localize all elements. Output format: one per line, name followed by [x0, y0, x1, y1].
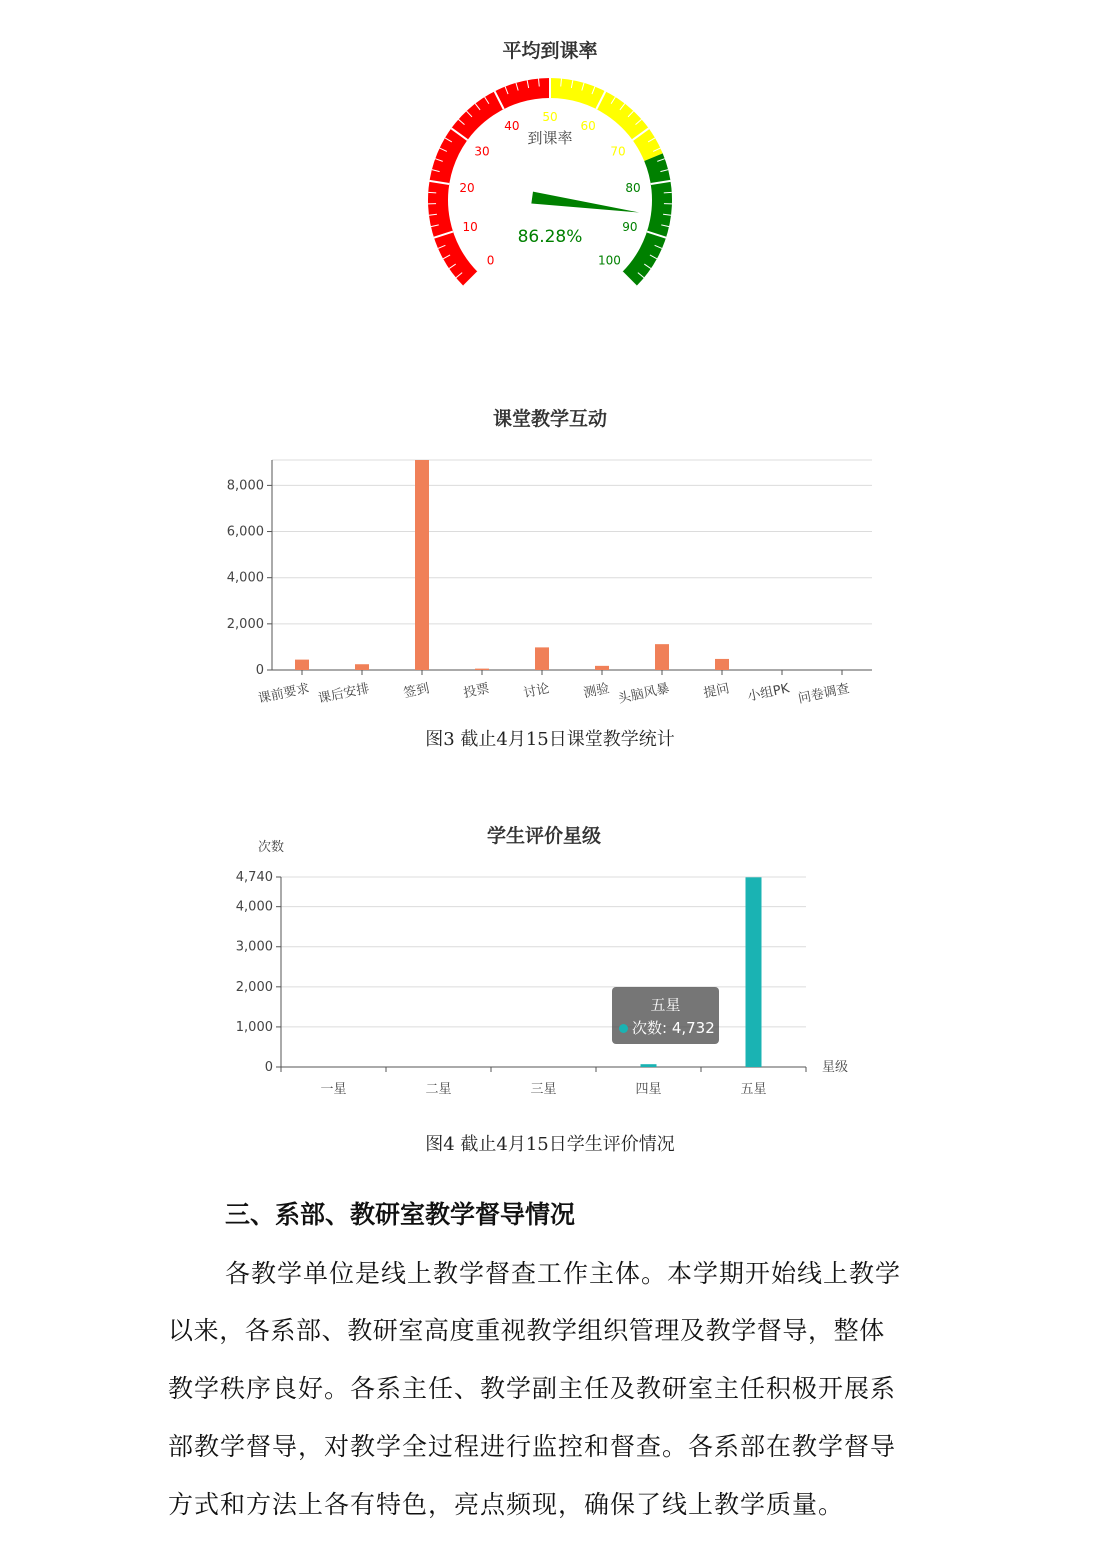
gauge-title: 平均到课率: [502, 40, 598, 62]
x-tick-label: 五星: [740, 1082, 767, 1097]
bar[interactable]: [535, 647, 549, 670]
gauge-chart: [400, 60, 700, 290]
x-tick-label: 一星: [320, 1082, 347, 1097]
gauge-tick-label: 60: [580, 119, 596, 134]
y-tick-label: 0: [255, 663, 264, 678]
x-tick-label: 小组PK: [746, 681, 791, 705]
gauge-tick-label: 0: [486, 253, 495, 268]
y-tick-label: 4,740: [235, 870, 273, 885]
tooltip-series-dot: [619, 1024, 628, 1033]
y-tick-label: 4,000: [226, 570, 264, 586]
gauge-tick-label: 90: [622, 219, 638, 234]
bar[interactable]: [295, 660, 309, 670]
y-tick-label: 3,000: [235, 939, 273, 955]
y-tick-label: 4,000: [235, 899, 273, 915]
bar[interactable]: [655, 644, 669, 670]
y-tick-label: 8,000: [226, 478, 264, 494]
x-tick-label: 二星: [425, 1082, 452, 1097]
chart-tooltip: [612, 987, 719, 1044]
x-axis-title: 星级: [822, 1060, 849, 1075]
gauge-band: [550, 78, 663, 161]
paragraph-line: 各教学单位是线上教学督查工作主体。本学期开始线上教学: [225, 1259, 902, 1288]
gauge-tick-label: 40: [504, 119, 520, 134]
y-axis-title: 次数: [257, 840, 285, 855]
gauge-tick-label: 20: [459, 180, 475, 195]
bar[interactable]: [415, 460, 429, 670]
y-tick-label: 1,000: [235, 1019, 273, 1035]
chart1-title: 课堂教学互动: [492, 408, 607, 430]
tooltip-value: 次数: 4,732: [632, 1019, 715, 1037]
gauge-needle: [531, 192, 639, 213]
bar[interactable]: [595, 666, 609, 670]
bar[interactable]: [715, 659, 729, 670]
figure4-caption: 图4 截止4月15日学生评价情况: [425, 1134, 675, 1155]
gauge-inner-label: 到课率: [527, 129, 573, 147]
gauge-tick-label: 10: [462, 219, 478, 234]
gauge-tick-label: 50: [542, 110, 558, 124]
x-tick-label: 讨论: [522, 681, 551, 702]
interaction-bar-chart: [200, 445, 900, 710]
tooltip-row: [612, 1019, 719, 1037]
x-tick-label: 三星: [530, 1082, 557, 1097]
paragraph-line: 方式和方法上各有特色，亮点频现，确保了线上教学质量。: [168, 1490, 845, 1519]
y-tick-label: 2,000: [235, 979, 273, 995]
gauge-value: 86.28%: [517, 227, 583, 247]
chart2-title: 学生评价星级: [486, 825, 601, 847]
bar[interactable]: [355, 664, 369, 670]
x-tick-label: 问卷调查: [796, 681, 851, 707]
gauge-minor-tick: [428, 192, 436, 193]
figure3-caption: 图3 截止4月15日课堂教学统计: [425, 729, 675, 750]
x-tick-label: 课前要求: [256, 681, 311, 707]
paragraph-line: 部教学督导，对教学全过程进行监控和督查。各系部在教学督导: [168, 1432, 897, 1461]
y-tick-label: 6,000: [226, 524, 264, 540]
tooltip-title: 五星: [650, 996, 681, 1014]
x-tick-label: 提问: [702, 681, 731, 702]
gauge-tick-label: 30: [474, 144, 490, 159]
gauge-tick-label: 100: [597, 253, 621, 268]
x-tick-label: 四星: [635, 1082, 662, 1097]
gauge-tick-label: 80: [625, 180, 641, 195]
x-tick-label: 投票: [462, 681, 491, 702]
y-tick-label: 2,000: [226, 616, 264, 632]
x-tick-label: 测验: [582, 681, 611, 702]
x-tick-label: 头脑风暴: [616, 681, 671, 707]
section-heading: 三、系部、教研室教学督导情况: [225, 1200, 576, 1229]
x-tick-label: 签到: [402, 681, 431, 702]
bar[interactable]: [641, 1064, 657, 1067]
paragraph-line: 以来，各系部、教研室高度重视教学组织管理及教学督导，整体: [168, 1316, 885, 1345]
paragraph-line: 教学秩序良好。各系主任、教学副主任及教研室主任积极开展系: [168, 1374, 897, 1403]
gauge-minor-tick: [664, 192, 672, 193]
gauge-tick-label: 70: [610, 144, 626, 159]
bar[interactable]: [475, 669, 489, 670]
x-tick-label: 课后安排: [316, 681, 371, 707]
bar[interactable]: [746, 877, 762, 1067]
y-tick-label: 0: [264, 1060, 273, 1075]
rating-bar-chart: [200, 830, 900, 1110]
